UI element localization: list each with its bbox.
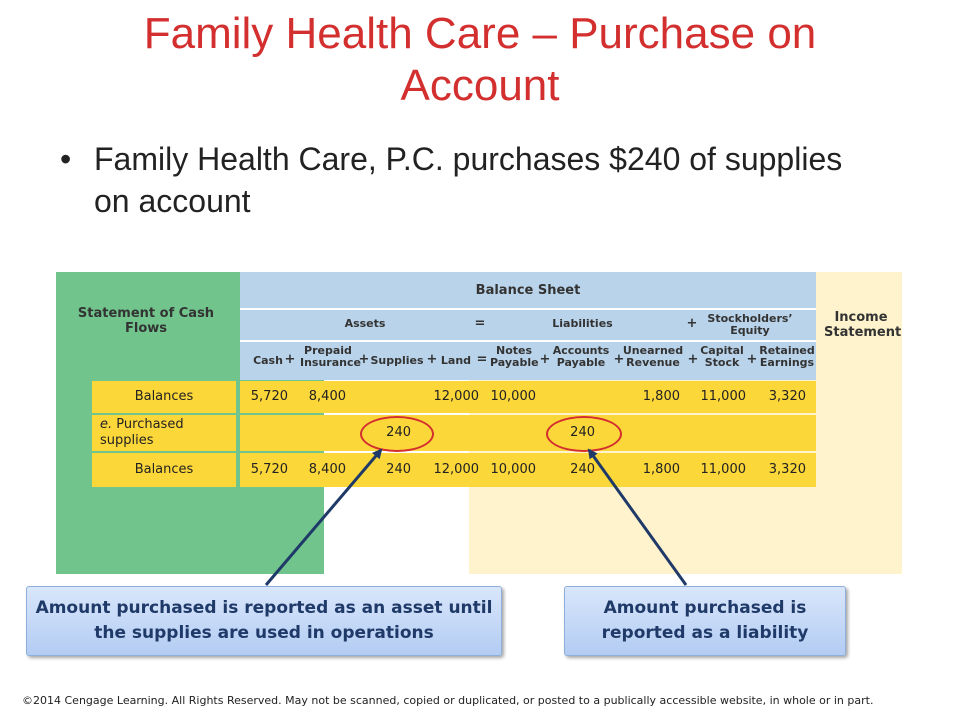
op-equals: = bbox=[476, 352, 488, 367]
col-supplies: Supplies bbox=[370, 354, 424, 367]
op-plus-5: + bbox=[613, 352, 625, 367]
r2-supplies: 240 bbox=[386, 425, 411, 440]
cash-flows-header: Statement of Cash Flows bbox=[77, 306, 215, 336]
copyright-footer: ©2014 Cengage Learning. All Rights Reserved. May not be scanned, copied or duplicated, or posted to a publically accessible website, in whole or in part. bbox=[22, 694, 874, 707]
col-capital-stock: Capital Stock bbox=[700, 344, 744, 369]
col-unearned-revenue: Unearned Revenue bbox=[622, 344, 684, 369]
r3-capital: 11,000 bbox=[700, 462, 746, 477]
r1-notes: 10,000 bbox=[490, 389, 536, 404]
op-plus-7: + bbox=[746, 352, 758, 367]
op-plus-4: + bbox=[539, 352, 551, 367]
r3-cash: 5,720 bbox=[250, 462, 288, 477]
r3-retained: 3,320 bbox=[768, 462, 806, 477]
r1-unearned: 1,800 bbox=[642, 389, 680, 404]
r3-land: 12,000 bbox=[433, 462, 479, 477]
col-prepaid-insurance: Prepaid Insurance bbox=[300, 344, 361, 369]
r3-accounts: 240 bbox=[570, 462, 595, 477]
op-plus-1: + bbox=[284, 352, 296, 367]
row-label-balances-2: Balances bbox=[134, 462, 194, 477]
r1-land: 12,000 bbox=[433, 389, 479, 404]
col-notes-payable: Notes Payable bbox=[490, 344, 539, 369]
assets-label: Assets bbox=[344, 317, 386, 330]
asset-callout: Amount purchased is reported as an asset until the supplies are used in operations bbox=[26, 586, 502, 656]
r1-retained: 3,320 bbox=[768, 389, 806, 404]
asset-arrow bbox=[266, 450, 381, 585]
op-plus-6: + bbox=[687, 352, 699, 367]
equity-label: Stockholders’ Equity bbox=[707, 312, 793, 337]
r3-unearned: 1,800 bbox=[642, 462, 680, 477]
bullet-mark: • bbox=[60, 141, 72, 177]
bullet-text: Family Health Care, P.C. purchases $240 of supplies on account bbox=[94, 141, 843, 219]
op-plus-3: + bbox=[426, 352, 438, 367]
op-plus-2: + bbox=[358, 352, 370, 367]
row-label-prefix: e. bbox=[100, 417, 113, 432]
row-label-balances-1: Balances bbox=[134, 389, 194, 404]
r3-notes: 10,000 bbox=[490, 462, 536, 477]
col-land: Land bbox=[440, 354, 472, 367]
assets-equals: = bbox=[474, 316, 486, 331]
slide-title: Family Health Care – Purchase on Account bbox=[143, 9, 817, 110]
col-retained-earnings: Retained Earnings bbox=[759, 344, 815, 369]
col-accounts-payable: Accounts Payable bbox=[552, 344, 610, 369]
equity-plus: + bbox=[686, 316, 698, 331]
income-statement-header: Income Statement bbox=[824, 310, 902, 340]
r1-prepaid: 8,400 bbox=[308, 389, 346, 404]
r2-accounts: 240 bbox=[570, 425, 595, 440]
r3-prepaid: 8,400 bbox=[308, 462, 346, 477]
liability-callout: Amount purchased is reported as a liability bbox=[564, 586, 846, 656]
balance-sheet-header: Balance Sheet bbox=[475, 283, 581, 298]
liability-arrow bbox=[589, 450, 686, 585]
row-label-text: Purchased supplies bbox=[100, 417, 184, 448]
r1-cash: 5,720 bbox=[250, 389, 288, 404]
liabilities-label: Liabilities bbox=[552, 317, 613, 330]
col-cash: Cash bbox=[253, 354, 283, 367]
r3-supplies: 240 bbox=[386, 462, 411, 477]
r1-capital: 11,000 bbox=[700, 389, 746, 404]
